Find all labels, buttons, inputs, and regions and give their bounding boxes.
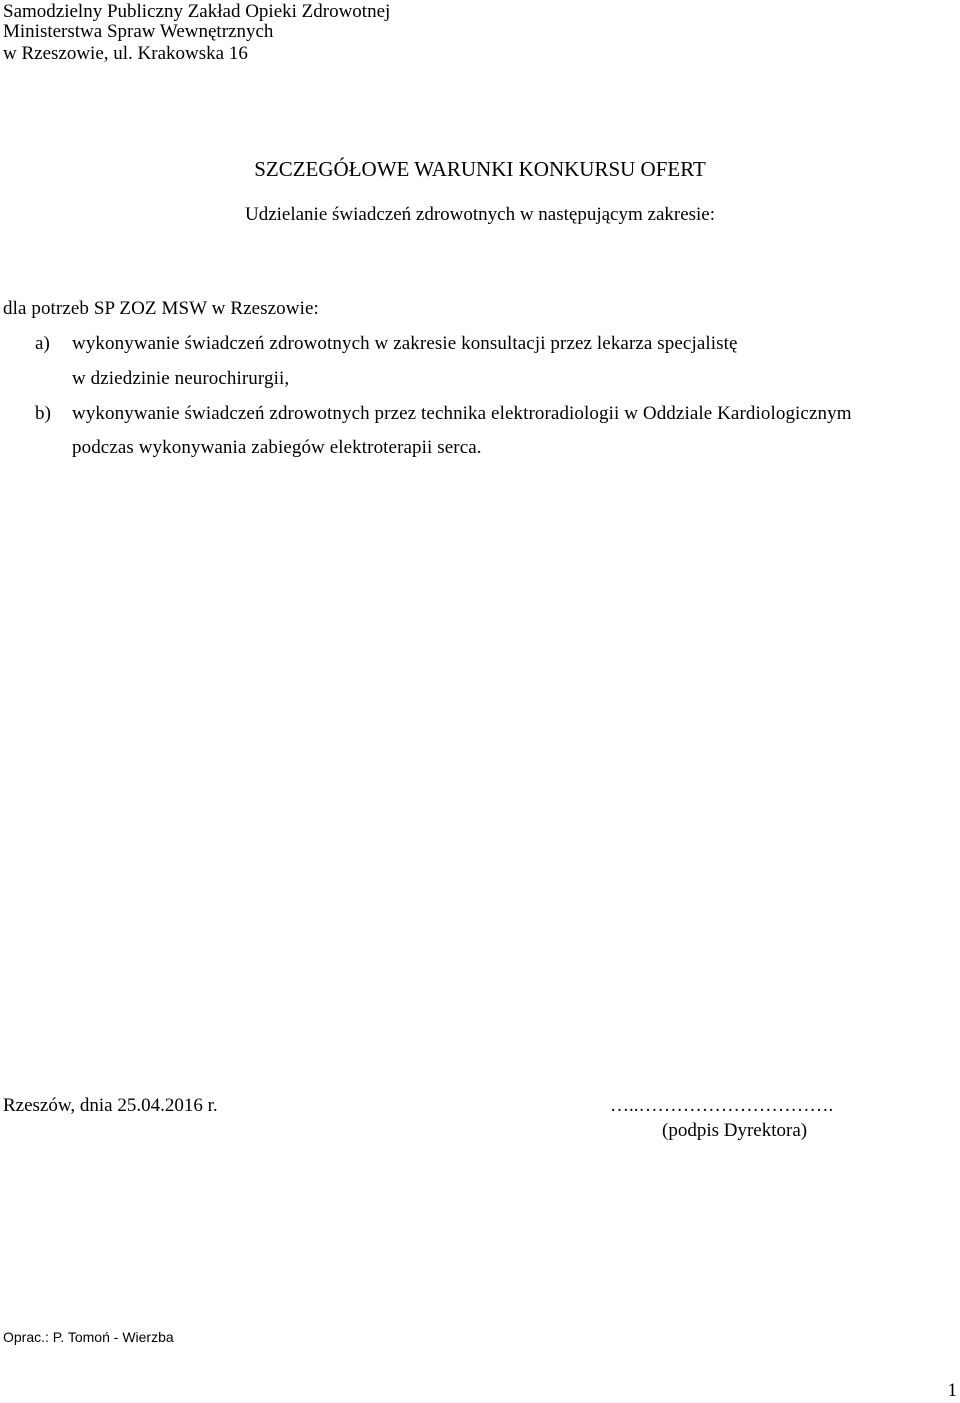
place-and-date: Rzeszów, dnia 25.04.2016 r. xyxy=(3,1095,218,1116)
signature-label: (podpis Dyrektora) xyxy=(662,1120,808,1141)
list-item-b-line2: podczas wykonywania zabiegów elektroterapii serca. xyxy=(72,437,482,458)
list-marker-b: b) xyxy=(35,403,52,424)
document-title: SZCZEGÓŁOWE WARUNKI KONKURSU OFERT xyxy=(254,157,706,181)
institution-ministry: Ministerstwa Spraw Wewnętrznych xyxy=(3,21,274,42)
signature-line: …..…………………………. xyxy=(610,1095,834,1116)
document-subtitle: Udzielanie świadczeń zdrowotnych w następującym zakresie: xyxy=(244,204,716,225)
institution-address: w Rzeszowie, ul. Krakowska 16 xyxy=(3,43,248,64)
list-item-a-line1: wykonywanie świadczeń zdrowotnych w zakresie konsultacji przez lekarza specjalistę xyxy=(72,333,738,354)
list-item-b-line1: wykonywanie świadczeń zdrowotnych przez technika elektroradiologii w Oddziale Kardiologicznym xyxy=(72,403,852,424)
list-item-a-line2: w dziedzinie neurochirurgii, xyxy=(72,368,290,389)
scope-intro: dla potrzeb SP ZOZ MSW w Rzeszowie: xyxy=(3,298,319,319)
page-number: 1 xyxy=(947,1380,957,1401)
institution-name: Samodzielny Publiczny Zakład Opieki Zdrowotnej xyxy=(3,1,391,22)
prepared-by: Oprac.: P. Tomoń - Wierzba xyxy=(3,1329,174,1345)
list-marker-a: a) xyxy=(35,333,50,354)
